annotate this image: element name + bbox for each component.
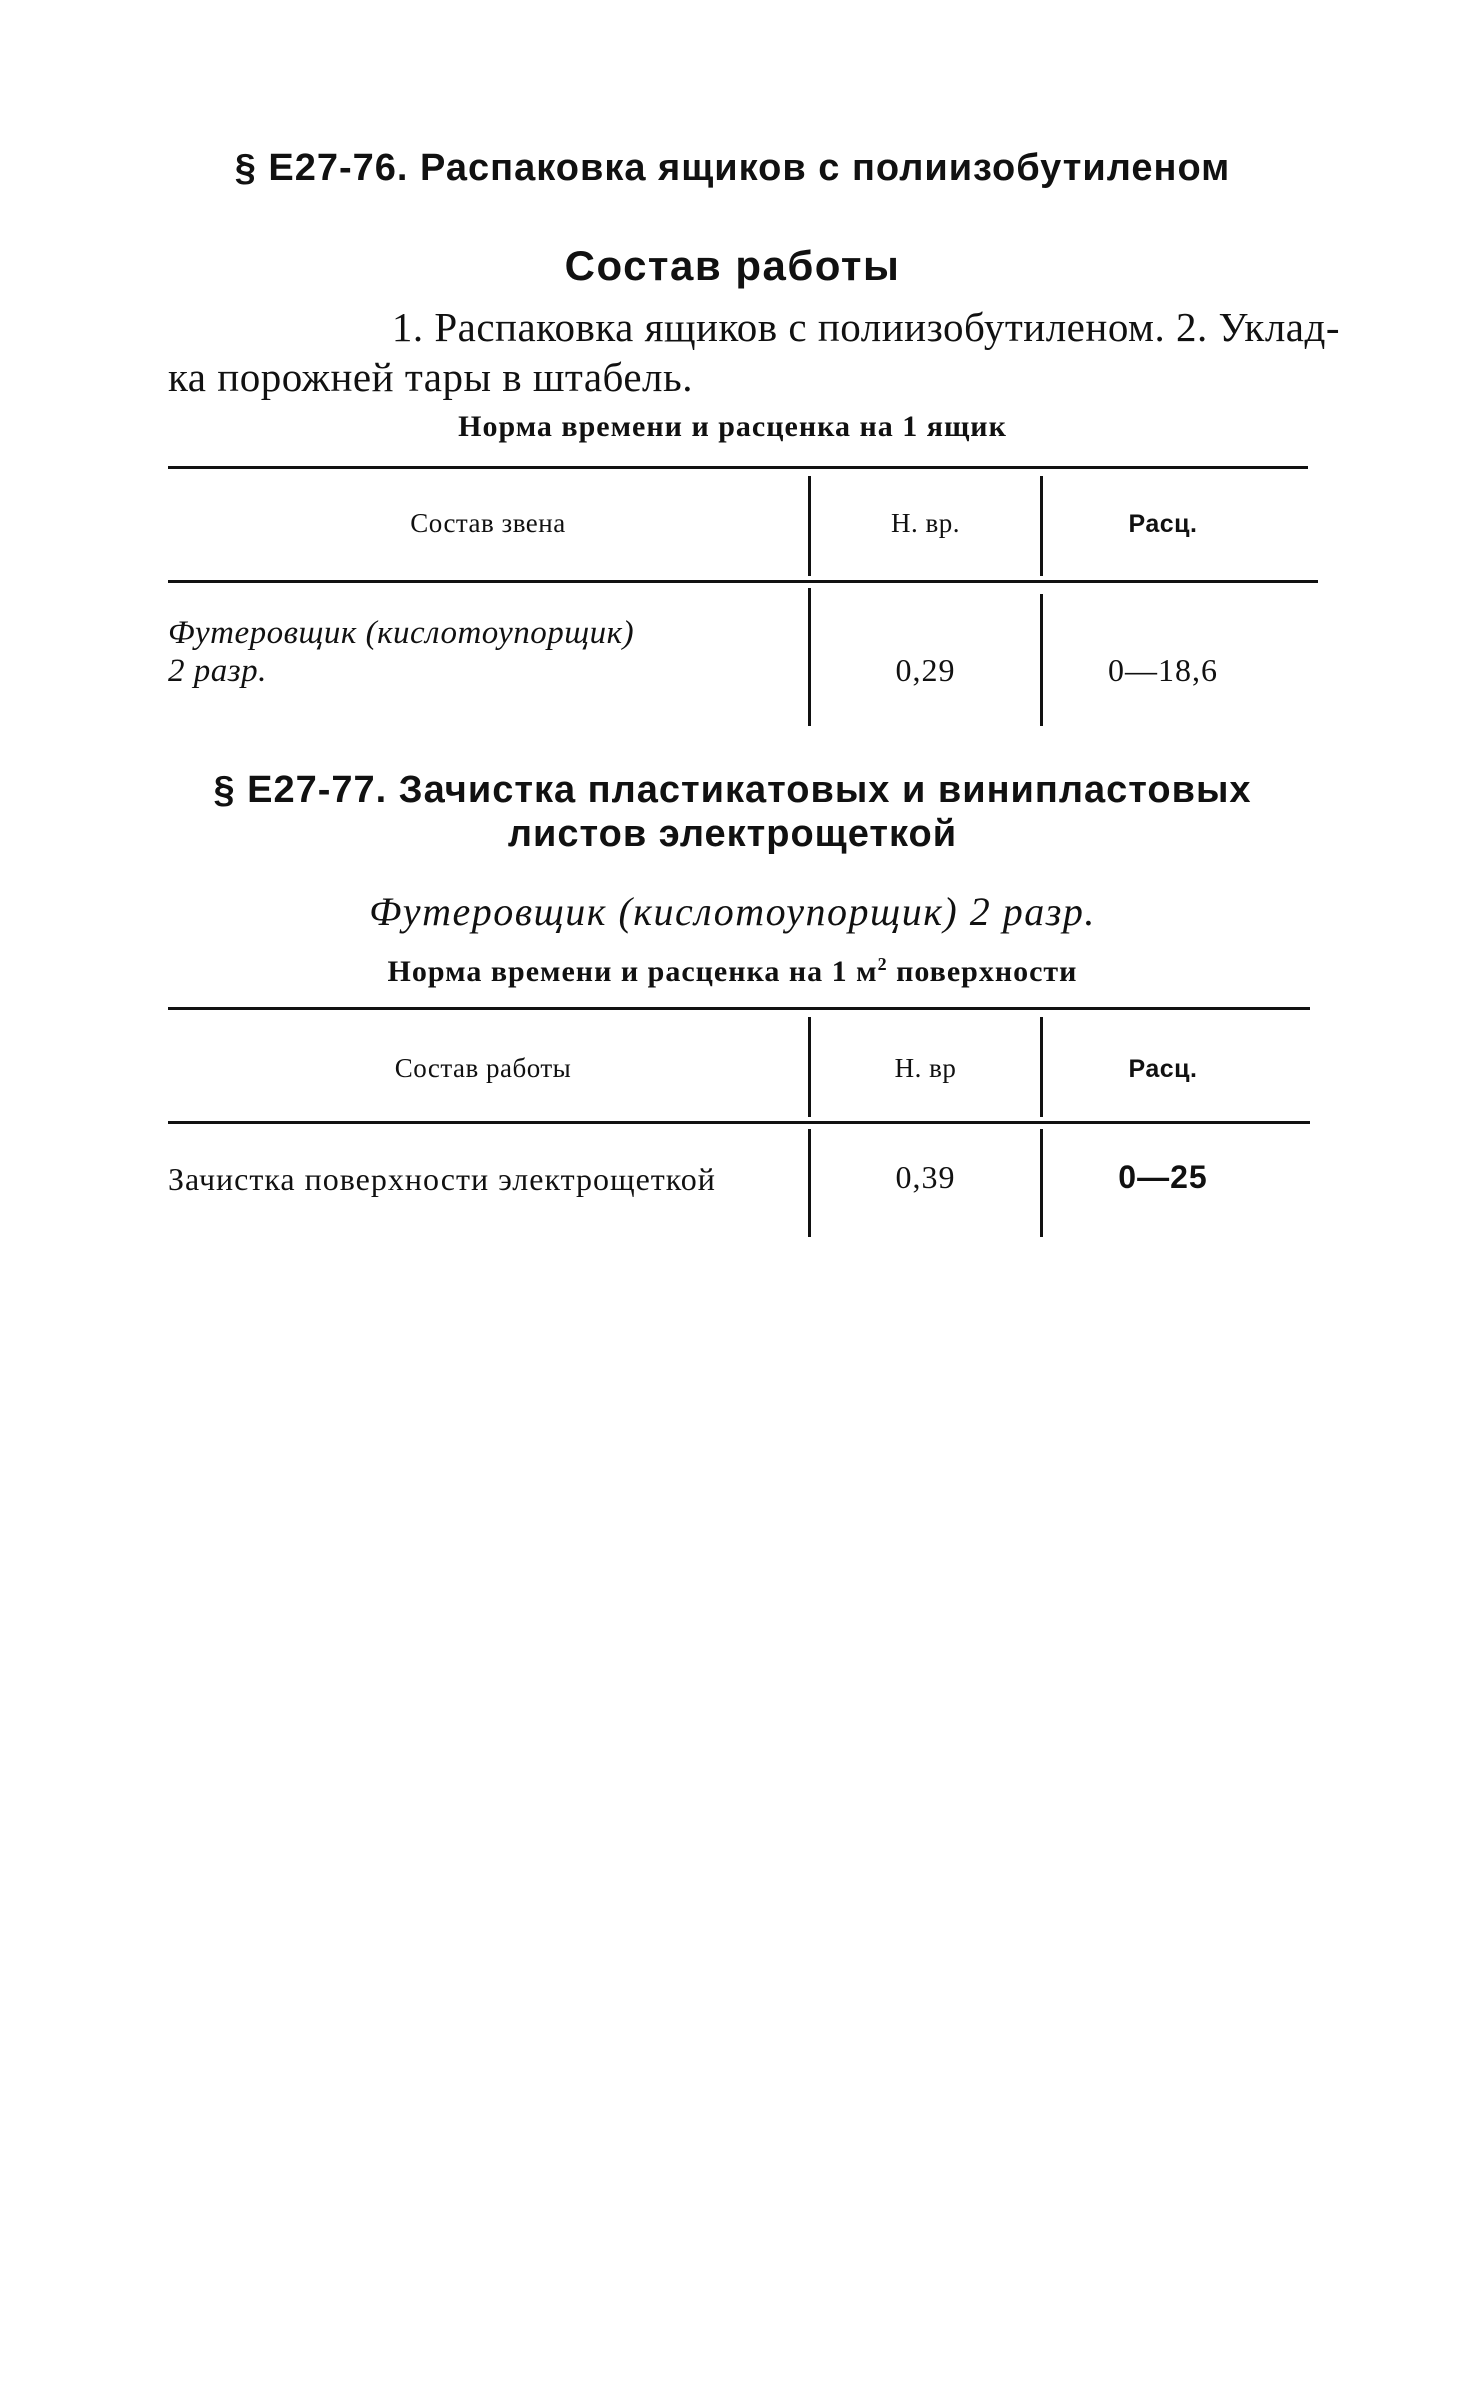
row-rate: 0—25 bbox=[1118, 1159, 1208, 1195]
row-work-label: Зачистка поверхности электрощеткой bbox=[168, 1161, 716, 1197]
row-crew-label-line-1: Футеровщик (кислотоупорщик) bbox=[168, 615, 635, 651]
section-e27-77-title bbox=[0, 768, 1465, 856]
norm-caption-2-text: Норма времени и расценка на 1 м bbox=[387, 955, 878, 988]
header-work-composition: Состав работы bbox=[394, 1053, 572, 1083]
header-rate: Расц. bbox=[1128, 1055, 1198, 1083]
table-header-rule bbox=[168, 580, 1318, 583]
table-top-rule bbox=[168, 1007, 1310, 1010]
worker-line: Футеровщик (кислотоупорщик) 2 разр. bbox=[369, 889, 1096, 934]
row-crew-label bbox=[168, 614, 798, 690]
row-crew-label-line-2: 2 разр. bbox=[168, 653, 267, 689]
paragraph-line-1: 1. Распаковка ящиков с полиизобутиленом. 2. Уклад- bbox=[391, 304, 1340, 350]
paragraph-line-2: ка порожней тары в штабель. bbox=[168, 354, 693, 400]
header-time-norm: Н. вр bbox=[894, 1053, 957, 1083]
table-top-rule bbox=[168, 466, 1308, 469]
row-time-norm: 0,39 bbox=[895, 1159, 956, 1195]
section-e27-77-title-line-2: листов электрощеткой bbox=[507, 813, 958, 855]
row-rate: 0—18,6 bbox=[1108, 652, 1218, 688]
header-time-norm: Н. вр. bbox=[891, 508, 960, 538]
norm-caption-2 bbox=[0, 954, 1465, 989]
norm-caption-2-suffix: поверхности bbox=[887, 955, 1078, 988]
work-composition-heading: Состав работы bbox=[564, 242, 901, 289]
section-e27-77-title-line-1: § Е27-77. Зачистка пластикатовых и винипластовых bbox=[213, 769, 1252, 811]
work-composition-text bbox=[168, 302, 1340, 402]
header-crew: Состав звена bbox=[410, 508, 566, 538]
norm-caption-1: Норма времени и расценка на 1 ящик bbox=[458, 410, 1007, 443]
norm-table-2 bbox=[168, 1007, 1340, 1237]
table-header-rule bbox=[168, 1121, 1310, 1124]
norm-table-1 bbox=[168, 466, 1340, 726]
section-e27-76-title: § Е27-76. Распаковка ящиков с полиизобутиленом bbox=[234, 147, 1231, 189]
header-rate: Расц. bbox=[1128, 510, 1198, 538]
row-time-norm: 0,29 bbox=[895, 652, 956, 688]
norm-caption-2-sup: 2 bbox=[877, 954, 888, 974]
